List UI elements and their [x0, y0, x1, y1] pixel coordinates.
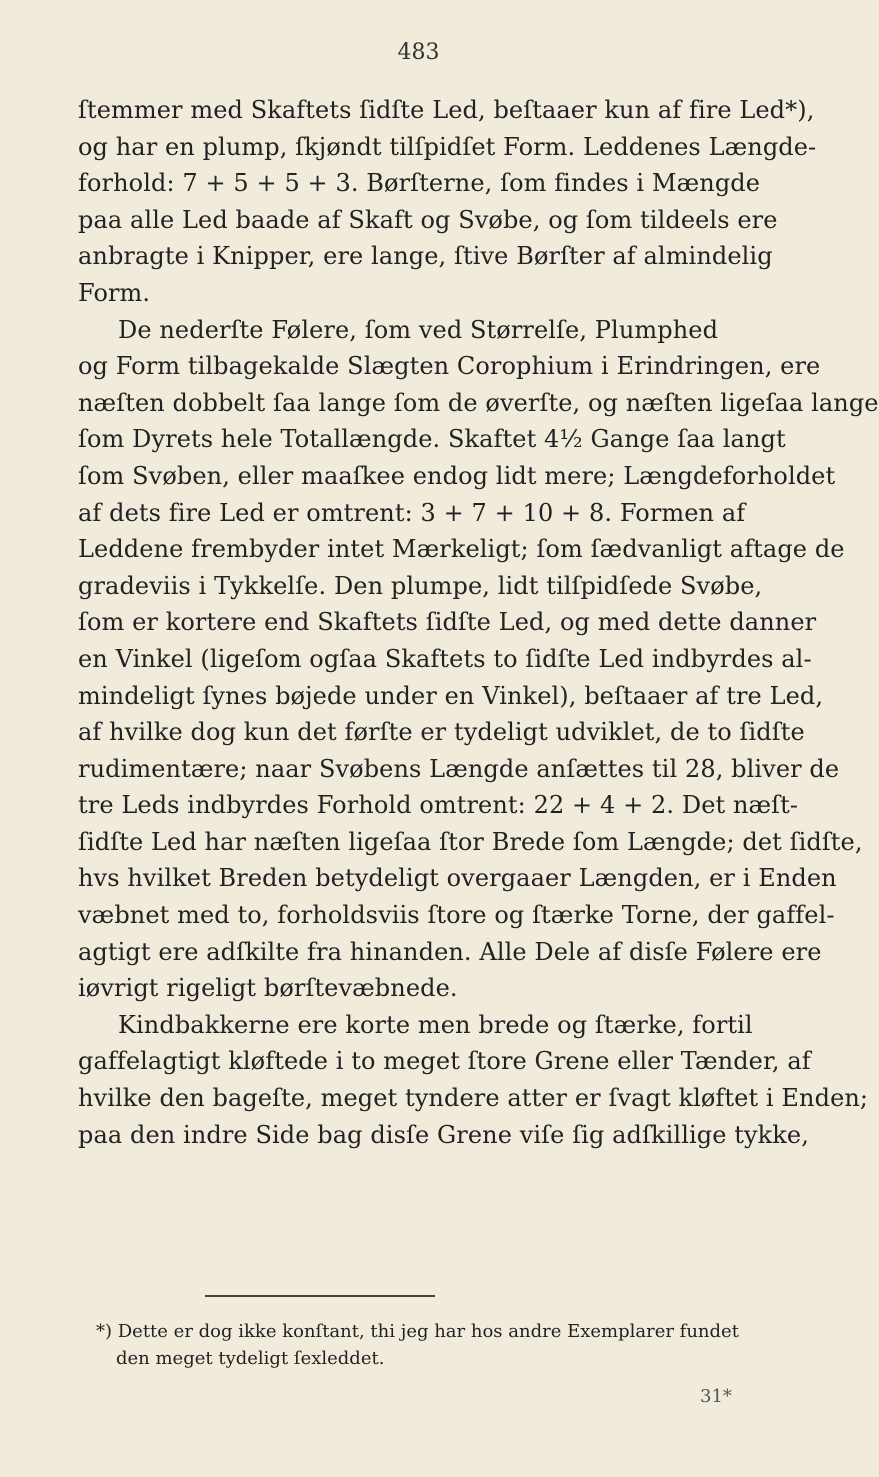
text-line: tre Leds indbyrdes Forhold omtrent: 22 + 4 + 2. Det næſt-: [78, 791, 799, 820]
text-line: næſten dobbelt ſaa lange ſom de øverſte, og næſten ligeſaa lange: [78, 388, 879, 417]
text-line: Form.: [78, 278, 151, 307]
text-line: De nederſte Følere, ſom ved Størrelſe, Plumphed: [118, 315, 719, 344]
text-line: gaffelagtigt kløftede i to meget ſtore Grene eller Tænder, af: [78, 1047, 811, 1076]
text-line: ſtemmer med Skaftets ſidſte Led, beſtaaer kun af fire Led*),: [78, 96, 815, 124]
text-line: af hvilke dog kun det førſte er tydeligt udviklet, de to ſidſte: [78, 718, 805, 747]
text-line: ſom Dyrets hele Totallængde. Skaftet 4½ Gange ſaa langt: [78, 425, 786, 454]
text-line: agtigt ere adſkilte fra hinanden. Alle Dele af disſe Følere ere: [78, 937, 822, 966]
text-line: rudimentære; naar Svøbens Længde anſættes til 28, bliver de: [78, 754, 840, 783]
text-line: væbnet med to, forholdsviis ſtore og ſtærke Torne, der gaffel-: [78, 901, 835, 930]
text-line: mindeligt ſynes bøjede under en Vinkel), beſtaaer af tre Led,: [78, 681, 824, 710]
text-line: paa den indre Side bag disſe Grene viſe ſig adſkillige tykke,: [78, 1120, 809, 1149]
text-line: ſidſte Led har næſten ligeſaa ſtor Brede ſom Længde; det ſidſte,: [78, 827, 863, 856]
text-line: ſom er kortere end Skaftets ſidſte Led, og med dette danner: [78, 608, 817, 637]
footnote-line: *) Dette er dog ikke konſtant, thi jeg har hos andre Exemplarer fundet: [96, 1321, 739, 1342]
footnote-line: den meget tydeligt ſexleddet.: [116, 1348, 385, 1369]
text-line: anbragte i Knipper, ere lange, ſtive Børſter af almindelig: [78, 242, 773, 271]
footnote: [96, 1318, 786, 1372]
signature-mark: 31*: [700, 1386, 732, 1407]
text-line: gradeviis i Tykkelſe. Den plumpe, lidt tilſpidſede Svøbe,: [78, 571, 763, 600]
text-line: ſom Svøben, eller maaſkee endog lidt mere; Længdeforholdet: [78, 461, 836, 490]
text-line: en Vinkel (ligeſom ogſaa Skaftets to ſidſte Led indbyrdes al-: [78, 644, 812, 673]
text-line: iøvrigt rigeligt børſtevæbnede.: [78, 974, 458, 1003]
text-line: Kindbakkerne ere korte men brede og ſtærke, fortil: [118, 1010, 753, 1039]
body-text: [78, 92, 879, 1153]
text-line: og Form tilbagekalde Slægten Corophium i Erindringen, ere: [78, 352, 821, 381]
text-line: af dets fire Led er omtrent: 3 + 7 + 10 + 8. Formen af: [78, 498, 746, 527]
text-line: paa alle Led baade af Skaft og Svøbe, og ſom tildeels ere: [78, 205, 778, 234]
text-line: og har en plump, ſkjøndt tilſpidſet Form. Leddenes Længde-: [78, 132, 817, 161]
text-line: Leddene frembyder intet Mærkeligt; ſom ſædvanligt aftage de: [78, 535, 845, 564]
text-line: hvs hvilket Breden betydeligt overgaaer Længden, er i Enden: [78, 864, 837, 893]
text-line: forhold: 7 + 5 + 5 + 3. Børſterne, ſom findes i Mængde: [78, 169, 761, 198]
page-number: 483: [397, 40, 440, 65]
text-line: hvilke den bageſte, meget tyndere atter er ſvagt kløftet i Enden;: [78, 1084, 869, 1113]
footnote-rule: [205, 1295, 435, 1297]
